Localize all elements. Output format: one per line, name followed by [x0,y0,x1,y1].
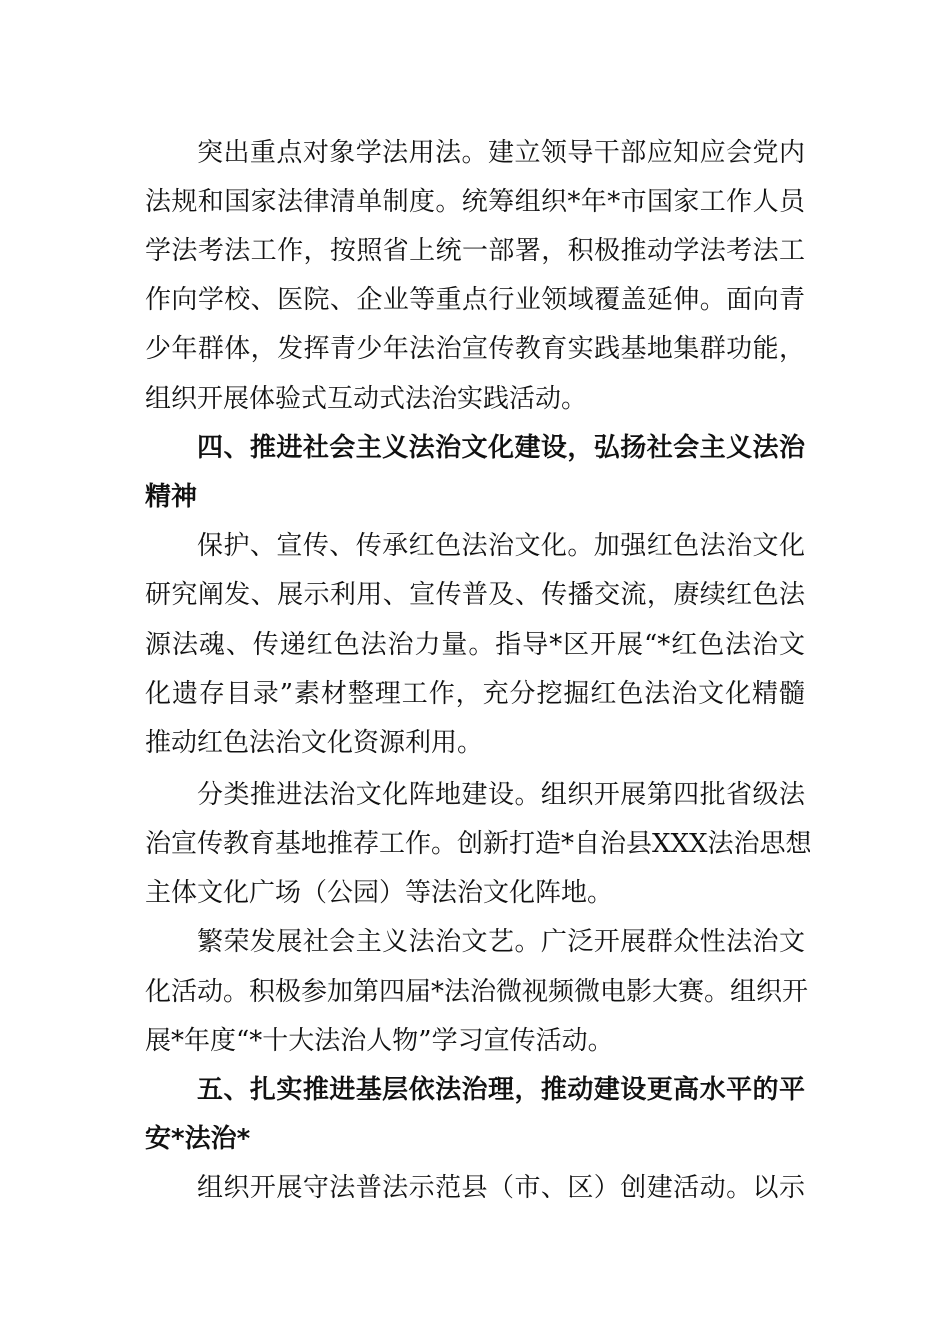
paragraph-line: 保护、宣传、传承红色法治文化。加强红色法治文化 [197,531,805,561]
paragraph-line: 研究阐发、展示利用、宣传普及、传播交流，赓续红色法 [145,580,805,610]
paragraph-line: 展*年度“*十大法治人物”学习宣传活动。 [145,1026,614,1056]
paragraph-line: 分类推进法治文化阵地建设。组织开展第四批省级法 [197,780,805,810]
paragraph-line: 法规和国家法律清单制度。统筹组织*年*市国家工作人员 [145,187,805,217]
paragraph-line: 学法考法工作，按照省上统一部署，积极推动学法考法工 [145,236,805,266]
paragraph-line: 繁荣发展社会主义法治文艺。广泛开展群众性法治文 [197,927,805,957]
paragraph-line: 治宣传教育基地推荐工作。创新打造*自治县XXX法治思想 [145,829,812,859]
paragraph-line: 化活动。积极参加第四届*法治微视频微电影大赛。组织开 [145,977,809,1007]
paragraph-line: 组织开展体验式互动式法治实践活动。 [145,384,588,414]
paragraph-line: 化遗存目录”素材整理工作，充分挖掘红色法治文化精髓 [145,679,805,709]
paragraph-line: 突出重点对象学法用法。建立领导干部应知应会党内 [197,138,805,168]
paragraph-line: 推动红色法治文化资源利用。 [145,728,484,758]
paragraph-line: 少年群体，发挥青少年法治宣传教育实践基地集群功能， [145,334,805,364]
section-heading-5: 五、扎实推进基层依法治理，推动建设更高水平的平 [197,1075,805,1105]
paragraph-line: 作向学校、医院、企业等重点行业领域覆盖延伸。面向青 [145,285,805,315]
section-heading-4: 四、推进社会主义法治文化建设，弘扬社会主义法治 [197,433,805,463]
section-heading-5-cont: 安*法治* [145,1124,251,1154]
paragraph-line: 主体文化广场（公园）等法治文化阵地。 [145,878,614,908]
section-heading-4-cont: 精神 [145,482,198,512]
paragraph-line: 源法魂、传递红色法治力量。指导*区开展“*红色法治文 [145,630,805,660]
paragraph-line: 组织开展守法普法示范县（市、区）创建活动。以示 [197,1173,805,1203]
